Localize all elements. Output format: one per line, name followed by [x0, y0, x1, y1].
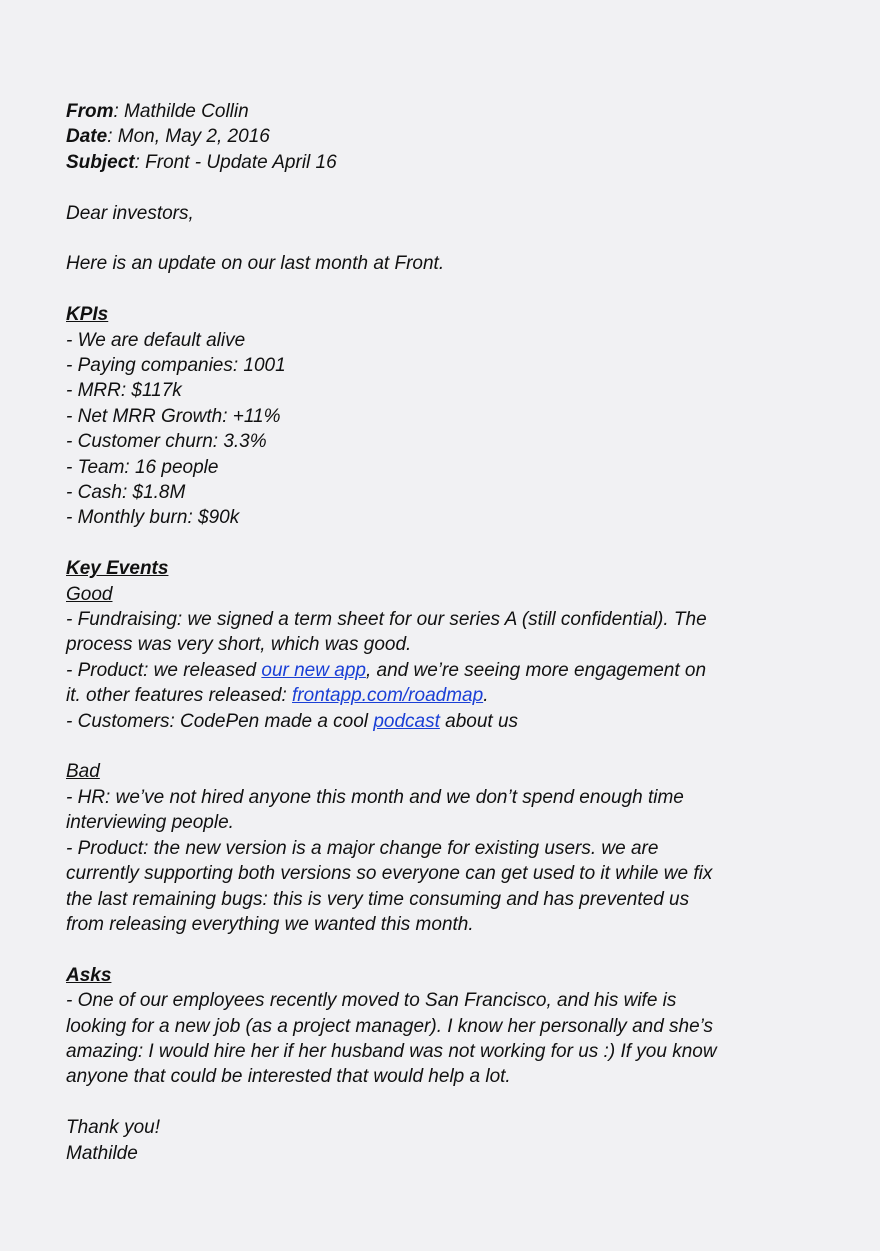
- good-heading: Good: [66, 583, 113, 605]
- asks-line: anyone that could be interested that would help a lot.: [66, 1066, 511, 1088]
- good-customers-line: [66, 709, 826, 734]
- kpi-item: - MRR: $117k: [66, 380, 182, 402]
- kpi-item: - Customer churn: 3.3%: [66, 431, 267, 453]
- signoff-thanks: Thank you!: [66, 1117, 160, 1139]
- kpi-item: - Monthly burn: $90k: [66, 507, 240, 529]
- bad-line: - Product: the new version is a major change for existing users. we are: [66, 837, 659, 859]
- from-value: : Mathilde Collin: [113, 101, 249, 122]
- greeting: Dear investors,: [66, 202, 194, 224]
- asks-line: - One of our employees recently moved to San Francisco, and his wife is: [66, 990, 677, 1012]
- date-line: [66, 124, 826, 149]
- kpi-item: - Cash: $1.8M: [66, 482, 186, 504]
- intro-text: Here is an update on our last month at Front.: [66, 253, 445, 275]
- subject-line: [66, 150, 826, 175]
- spacer: [66, 175, 826, 200]
- good-features-line: [66, 683, 826, 708]
- customers-text-pre: - Customers: CodePen made a cool: [66, 710, 374, 732]
- kpi-list: [66, 328, 826, 531]
- spacer: [66, 734, 826, 759]
- key-events-heading: Key Events: [66, 558, 169, 580]
- asks-line: amazing: I would hire her if her husband was not working for us :) If you know: [66, 1040, 717, 1062]
- good-fundraising-line-1: - Fundraising: we signed a term sheet for our series A (still confidential). The: [66, 609, 707, 631]
- good-fundraising-line-2: process was very short, which was good.: [66, 634, 412, 656]
- asks-heading: Asks: [66, 964, 112, 986]
- spacer: [66, 277, 826, 302]
- bad-line: - HR: we’ve not hired anyone this month and we don’t spend enough time: [66, 786, 684, 808]
- roadmap-link[interactable]: frontapp.com/roadmap: [292, 685, 484, 707]
- kpi-item: - We are default alive: [66, 329, 246, 351]
- subject-value: : Front - Update April 16: [134, 151, 337, 173]
- from-line: [66, 99, 826, 124]
- spacer: [66, 226, 826, 251]
- spacer: [66, 1090, 826, 1115]
- customers-text-post: about us: [439, 710, 519, 732]
- product-text-pre: - Product: we released: [66, 659, 262, 681]
- bad-line: currently supporting both versions so everyone can get used to it while we fix: [66, 863, 713, 885]
- from-label: From: [66, 101, 114, 122]
- bad-line: from releasing everything we wanted this month.: [66, 913, 474, 935]
- bad-line: the last remaining bugs: this is very time consuming and has prevented us: [66, 888, 690, 910]
- bad-line: interviewing people.: [66, 812, 234, 834]
- date-value: : Mon, May 2, 2016: [107, 126, 270, 148]
- spacer: [66, 937, 826, 962]
- spacer: [66, 531, 826, 556]
- bad-heading: Bad: [66, 761, 100, 783]
- signoff-name: Mathilde: [66, 1142, 138, 1164]
- kpi-item: - Net MRR Growth: +11%: [66, 405, 281, 427]
- kpis-heading: KPIs: [66, 304, 109, 326]
- email-document: [66, 99, 826, 1166]
- date-label: Date: [66, 126, 108, 148]
- features-text-post: .: [483, 685, 489, 707]
- asks-line: looking for a new job (as a project manager). I know her personally and she’s: [66, 1015, 714, 1037]
- features-text-pre: it. other features released:: [66, 685, 293, 707]
- product-text-post: , and we’re seeing more engagement on: [365, 659, 707, 681]
- kpi-item: - Team: 16 people: [66, 456, 219, 478]
- subject-label: Subject: [66, 151, 135, 173]
- kpi-item: - Paying companies: 1001: [66, 355, 286, 377]
- podcast-link[interactable]: podcast: [373, 710, 440, 732]
- good-product-line: [66, 658, 826, 683]
- our-new-app-link[interactable]: our new app: [261, 659, 366, 681]
